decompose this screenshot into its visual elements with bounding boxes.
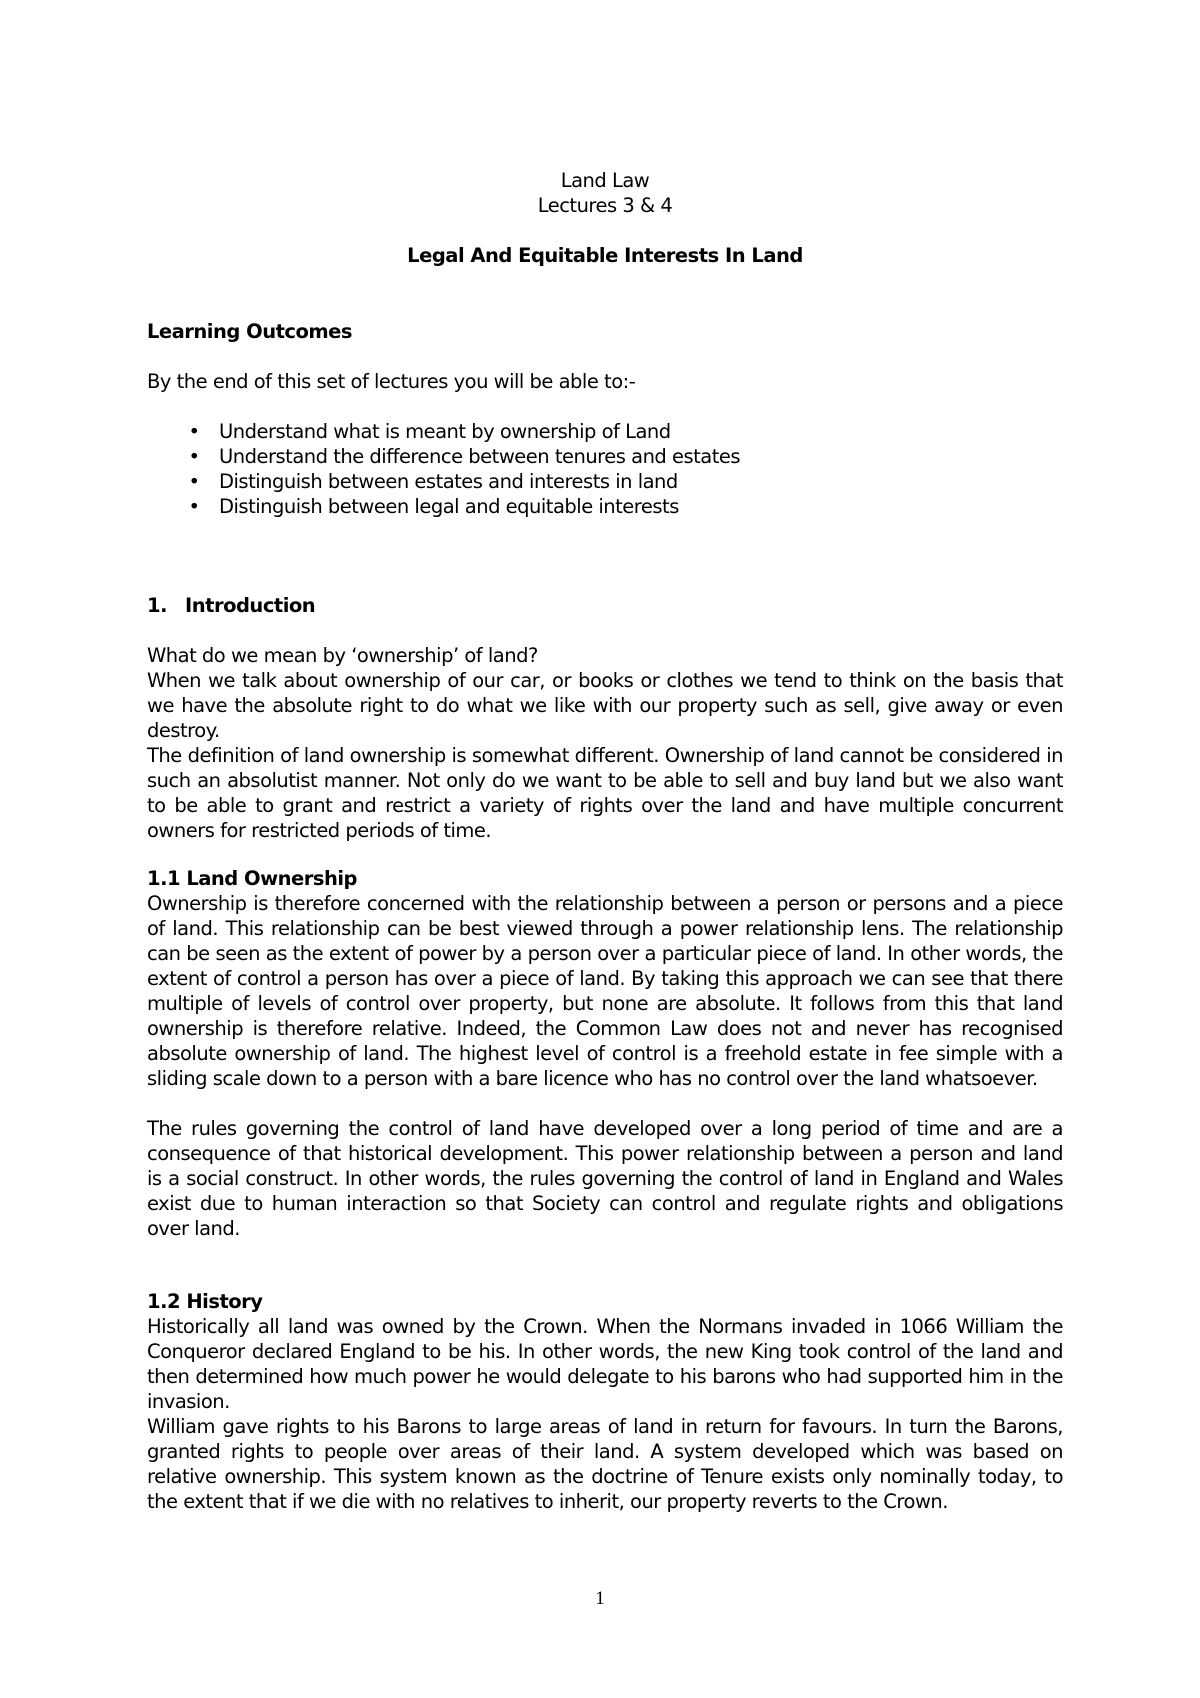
bullet-icon: •	[188, 495, 200, 518]
list-item	[147, 419, 1063, 444]
history-paragraph-1: Historically all land was owned by the Crown. When the Normans invaded in 1066 William the Conqueror declared England to be his. In other words, the new King took control of the land and then determined how much power he would delegate to his barons who had supported him in the invasion.	[147, 1315, 1063, 1413]
land-ownership-paragraph-1: Ownership is therefore concerned with the relationship between a person or persons and a piece of land. This relationship can be best viewed through a power relationship lens. The relationship can be seen as the extent of power by a person over a particular piece of land. In other words, the extent of control a person has over a piece of land. By taking this approach we can see that there multiple of levels of control over property, but none are absolute. It follows from this that land ownership is therefore relative. Indeed, the Common Law does not and never has recognised absolute ownership of land. The highest level of control is a freehold estate in fee simple with a sliding scale down to a person with a bare licence who has no control over the land whatsoever.	[147, 892, 1063, 1090]
list-item	[147, 469, 1063, 494]
list-item	[147, 494, 1063, 519]
document-subtitle: Legal And Equitable Interests In Land	[407, 244, 803, 267]
history-paragraph-2: William gave rights to his Barons to large areas of land in return for favours. In turn the Barons, granted rights to people over areas of their land. A system developed which was based on relative ownership. This system known as the doctrine of Tenure exists only nominally today, to the extent that if we die with no relatives to inherit, our property reverts to the Crown.	[147, 1415, 1063, 1513]
land-ownership-paragraph-2: The rules governing the control of land have developed over a long period of time and are a consequence of that historical development. This power relationship between a person and land is a social construct. In other words, the rules governing the control of land in England and Wales exist due to human interaction so that Society can control and regulate rights and obligations over land.	[147, 1117, 1063, 1240]
bullet-icon: •	[188, 420, 200, 443]
page-number: 1	[595, 1588, 605, 1609]
title-block	[147, 168, 1063, 268]
section-number: 1.	[147, 594, 167, 617]
list-item-text: Understand what is meant by ownership of Land	[219, 420, 671, 443]
list-item	[147, 444, 1063, 469]
introduction-paragraph-2: The definition of land ownership is somewhat different. Ownership of land cannot be considered in such an absolutist manner. Not only do we want to be able to sell and buy land but we also want to be able to grant and restrict a variety of rights over the land and have multiple concurrent owners for restricted periods of time.	[147, 744, 1063, 842]
bullet-icon: •	[188, 470, 200, 493]
introduction-heading	[147, 593, 1063, 618]
learning-outcomes-intro: By the end of this set of lectures you will be able to:-	[147, 370, 636, 393]
section-title: Introduction	[185, 594, 316, 617]
document-page	[147, 168, 1063, 1514]
history-heading: 1.2 History	[147, 1290, 263, 1313]
list-item-text: Distinguish between estates and interests in land	[219, 470, 678, 493]
introduction-paragraph-1: When we talk about ownership of our car, or books or clothes we tend to think on the basis that we have the absolute right to do what we like with our property such as sell, give away or even destroy.	[147, 669, 1063, 742]
land-ownership-heading: 1.1 Land Ownership	[147, 867, 357, 890]
learning-outcomes-list	[147, 419, 1063, 519]
introduction-question: What do we mean by ‘ownership’ of land?	[147, 644, 538, 667]
list-item-text: Understand the difference between tenures and estates	[219, 445, 741, 468]
lectures-label: Lectures 3 & 4	[537, 194, 673, 217]
list-item-text: Distinguish between legal and equitable interests	[219, 495, 679, 518]
document-title: Land Law	[560, 169, 650, 192]
learning-outcomes-heading: Learning Outcomes	[147, 320, 353, 343]
bullet-icon: •	[188, 445, 200, 468]
